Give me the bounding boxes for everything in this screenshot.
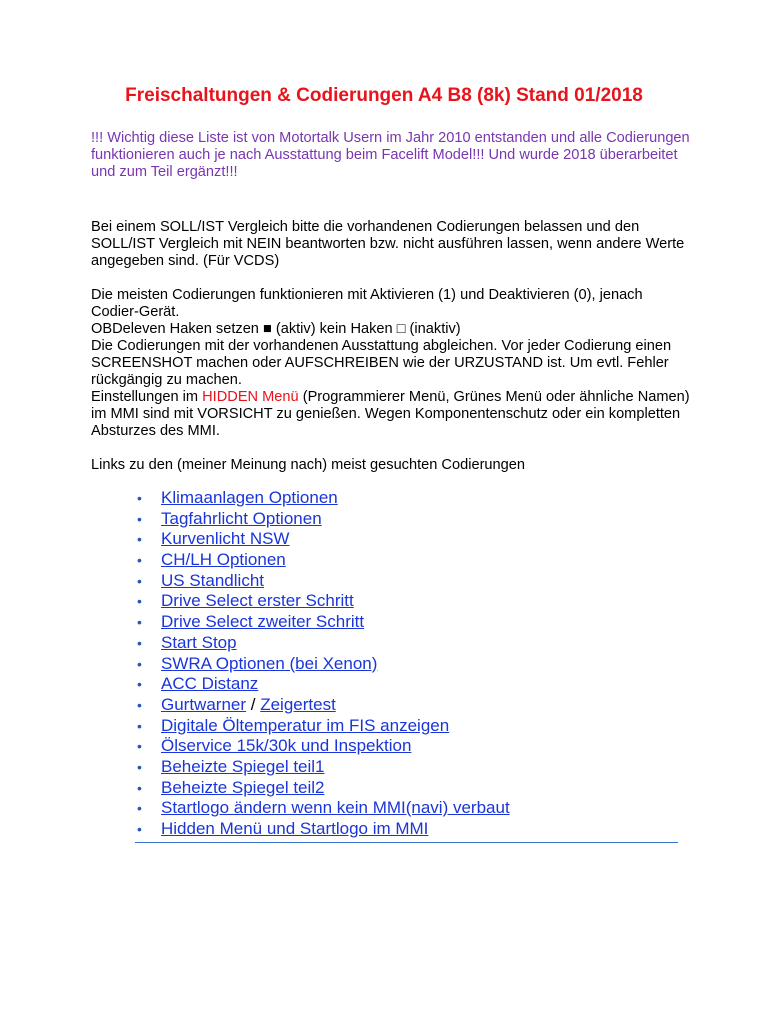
link-ch-lh[interactable]: CH/LH Optionen <box>161 550 286 570</box>
bullet-icon: • <box>137 821 142 837</box>
link-spiegel-1[interactable]: Beheizte Spiegel teil1 <box>161 756 325 776</box>
link-kurvenlicht[interactable]: Kurvenlicht NSW <box>161 529 290 549</box>
link-zeigertest[interactable]: Zeigertest <box>260 694 336 714</box>
link-separator: / <box>246 694 261 714</box>
bullet-icon: • <box>137 531 142 548</box>
hidden-menu-prefix: Einstellungen im <box>91 389 203 405</box>
bullet-icon: • <box>137 738 142 755</box>
list-item <box>135 591 678 612</box>
instructions-line-3: Die Codierungen mit der vorhandenen Ausstattung abgleichen. Vor jeder Codierung einen SCREENSHOT machen oder AUFSCHREIBEN wie der URZUSTAND ist. Um evtl. Fehler rückgängig zu machen. <box>91 338 672 388</box>
bullet-icon: • <box>137 490 142 506</box>
link-swra[interactable]: SWRA Optionen (bei Xenon) <box>161 653 378 673</box>
list-item <box>135 757 678 778</box>
page-title: Freischaltungen & Codierungen A4 B8 (8k) Stand 01/2018 <box>125 85 643 106</box>
bullet-icon: • <box>137 552 142 569</box>
bullet-icon: • <box>137 779 142 796</box>
instructions-line-1: Die meisten Codierungen funktionieren mit Aktivieren (1) und Deaktivieren (0), jenach Codier-Gerät. <box>91 287 643 320</box>
important-note: !!! Wichtig diese Liste ist von Motortalk Usern im Jahr 2010 entstanden und alle Codierungen funktionieren auch je nach Ausstattung beim Facelift Model!!! Und wurde 2018 überarbeitet und zum Teil ergänzt!!! <box>91 130 690 180</box>
bullet-icon: • <box>137 572 142 589</box>
link-drive-select-2[interactable]: Drive Select zweiter Schritt <box>161 612 365 632</box>
list-item <box>135 571 678 592</box>
link-hidden-menu[interactable]: Hidden Menü und Startlogo im MMI <box>161 819 429 838</box>
link-acc-distanz[interactable]: ACC Distanz <box>161 674 259 694</box>
link-spiegel-2[interactable]: Beheizte Spiegel teil2 <box>161 777 325 797</box>
list-item <box>135 798 678 819</box>
instructions-line-2: OBDeleven Haken setzen ■ (aktiv) kein Haken □ (inaktiv) <box>91 321 461 337</box>
bullet-icon: • <box>137 510 142 527</box>
link-tagfahrlicht[interactable]: Tagfahrlicht Optionen <box>161 508 322 528</box>
list-item <box>135 674 678 695</box>
link-gurtwarner[interactable]: Gurtwarner <box>161 694 247 714</box>
list-item <box>135 654 678 675</box>
instructions-line-4 <box>91 389 691 440</box>
hidden-menu-suffix: (Programmierer Menü, Grünes Menü oder ähnliche Namen) im MMI sind mit VORSICHT zu genießen. Wegen Komponentenschutz oder ein kompletten Absturzes des MMI. <box>91 389 690 439</box>
bullet-icon: • <box>137 696 142 713</box>
bullet-icon: • <box>137 676 142 693</box>
link-klimaanlagen[interactable]: Klimaanlagen Optionen <box>161 488 338 507</box>
link-drive-select-1[interactable]: Drive Select erster Schritt <box>161 591 354 611</box>
link-startlogo[interactable]: Startlogo ändern wenn kein MMI(navi) verbaut <box>161 798 510 818</box>
list-item <box>135 550 678 571</box>
links-intro: Links zu den (meiner Meinung nach) meist gesuchten Codierungen <box>91 457 526 473</box>
link-start-stop[interactable]: Start Stop <box>161 632 237 652</box>
bullet-icon: • <box>137 634 142 651</box>
bullet-icon: • <box>137 758 142 775</box>
link-oeltemperatur[interactable]: Digitale Öltemperatur im FIS anzeigen <box>161 715 450 735</box>
link-us-standlicht[interactable]: US Standlicht <box>161 570 264 590</box>
paragraph-instructions <box>91 287 691 440</box>
bullet-icon: • <box>137 593 142 610</box>
paragraph-soll-ist: Bei einem SOLL/IST Vergleich bitte die vorhandenen Codierungen belassen und den SOLL/IST Vergleich mit NEIN beantworten bzw. nicht ausführen lassen, wenn andere Werte angegeben sind. (Für VCDS) <box>91 219 685 269</box>
list-item <box>135 736 678 757</box>
list-item <box>135 509 678 530</box>
links-list <box>135 488 678 843</box>
list-item <box>135 716 678 737</box>
list-item <box>135 529 678 550</box>
bullet-icon: • <box>137 655 142 672</box>
bullet-icon: • <box>137 614 142 631</box>
list-item <box>135 695 678 716</box>
list-item <box>135 488 678 509</box>
list-item <box>135 778 678 799</box>
hidden-menu-highlight: HIDDEN Menü <box>202 389 299 405</box>
list-item <box>135 819 678 840</box>
bullet-icon: • <box>137 717 142 734</box>
list-item <box>135 633 678 654</box>
bullet-icon: • <box>137 800 142 817</box>
list-item <box>135 612 678 633</box>
link-oelservice[interactable]: Ölservice 15k/30k und Inspektion <box>161 736 412 756</box>
